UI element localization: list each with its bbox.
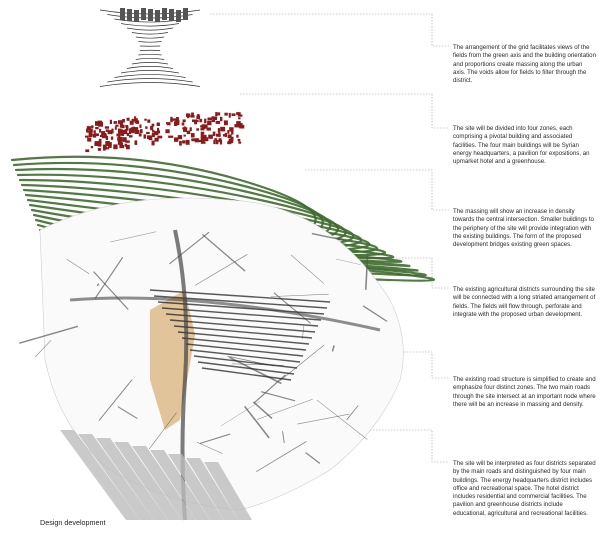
massing-block bbox=[157, 136, 162, 139]
annotation-grid: The arrangement of the grid facilitates views of the fields from the green axis and the building orientation and proportions create massing along the urban axis. The voids allow for fields to filter through the district. bbox=[453, 44, 596, 85]
massing-block bbox=[120, 125, 124, 128]
massing-block bbox=[93, 134, 97, 136]
massing-block bbox=[207, 121, 211, 125]
massing-block bbox=[212, 116, 214, 119]
massing-layer bbox=[85, 112, 244, 152]
massing-block bbox=[190, 127, 192, 131]
massing-block bbox=[182, 123, 185, 126]
massing-block bbox=[108, 130, 113, 134]
massing-block bbox=[98, 148, 101, 151]
grid-line bbox=[132, 62, 168, 64]
massing-block bbox=[229, 139, 233, 143]
massing-block bbox=[236, 135, 238, 138]
annotation-roads: The existing road structure is simplified to create and emphasize four distinct zones. The two main roads through the site intersect at an important node where there will be an increase in massing and density. bbox=[453, 376, 596, 408]
massing-block bbox=[129, 129, 131, 134]
massing-block bbox=[208, 118, 213, 121]
massing-block bbox=[183, 119, 186, 122]
massing-block bbox=[129, 135, 133, 137]
massing-block bbox=[179, 141, 182, 146]
massing-block bbox=[201, 132, 205, 135]
massing-block bbox=[118, 133, 120, 137]
massing-block bbox=[103, 146, 106, 150]
leader-line-3 bbox=[305, 170, 449, 210]
massing-block bbox=[134, 120, 138, 123]
massing-block bbox=[114, 121, 118, 124]
massing-block bbox=[130, 121, 134, 125]
massing-block bbox=[170, 119, 173, 123]
massing-block bbox=[125, 125, 128, 128]
massing-block bbox=[104, 133, 106, 137]
grid-line bbox=[136, 58, 164, 59]
grid-line bbox=[132, 33, 168, 35]
massing-block bbox=[115, 125, 118, 127]
massing-block bbox=[224, 113, 227, 116]
massing-block bbox=[140, 129, 143, 133]
grid-line bbox=[107, 78, 192, 82]
massing-block bbox=[105, 126, 109, 128]
massing-block bbox=[185, 141, 188, 144]
massing-block bbox=[119, 142, 122, 144]
leader-line-1 bbox=[210, 14, 449, 46]
massing-block bbox=[139, 124, 141, 128]
massing-block bbox=[144, 119, 147, 121]
massing-block bbox=[150, 126, 153, 130]
massing-block bbox=[146, 132, 150, 134]
grid-block bbox=[155, 10, 160, 22]
annotation-fields: The existing agricultural districts surrounding the site will be connected with a long striated arrangement of fields. The fields will flow through, perforate and integrate with the proposed urban development. bbox=[453, 286, 596, 318]
massing-block bbox=[229, 113, 231, 118]
massing-block bbox=[197, 114, 199, 119]
grid-line bbox=[121, 24, 179, 27]
grid-block bbox=[141, 8, 146, 20]
massing-block bbox=[134, 116, 136, 119]
massing-block bbox=[118, 129, 122, 134]
massing-block bbox=[99, 139, 102, 143]
massing-block bbox=[113, 144, 117, 149]
annotation-massing: The massing will show an increase in density towards the central intersection. Smaller buildings to the periphery of the site will provide integration with the existing buildings. The form of the proposed development bridges existing green spaces. bbox=[453, 208, 594, 249]
massing-block bbox=[107, 147, 109, 149]
massing-block bbox=[218, 112, 220, 115]
grid-line bbox=[121, 70, 179, 73]
massing-block bbox=[216, 121, 220, 124]
grid-line bbox=[138, 42, 161, 43]
massing-block bbox=[184, 135, 186, 137]
massing-block bbox=[98, 143, 102, 147]
massing-block bbox=[127, 118, 130, 121]
massing-block bbox=[94, 130, 96, 133]
massing-block bbox=[191, 133, 195, 137]
massing-block bbox=[224, 120, 228, 125]
massing-block bbox=[215, 112, 218, 116]
massing-block bbox=[152, 141, 155, 146]
grid-block bbox=[120, 8, 125, 20]
grid-block bbox=[176, 10, 181, 22]
annotation-zones: The site will be divided into four zones, each comprising a pivotal building and associated facilities. The four main buildings will be Syrian energy headquarters, a pavilion for expositions, an upmarket hotel and a greenhouse. bbox=[453, 125, 590, 166]
massing-block bbox=[231, 130, 233, 134]
massing-block bbox=[220, 127, 225, 132]
grid-layer bbox=[100, 8, 200, 87]
massing-block bbox=[108, 142, 111, 146]
massing-block bbox=[239, 125, 244, 129]
grid-line bbox=[114, 74, 185, 77]
grid-line bbox=[138, 54, 161, 55]
massing-block bbox=[133, 127, 138, 129]
massing-block bbox=[127, 133, 129, 136]
massing-block bbox=[197, 140, 200, 143]
massing-block bbox=[216, 134, 221, 137]
massing-block bbox=[152, 133, 155, 137]
massing-block bbox=[200, 140, 204, 142]
massing-block bbox=[182, 127, 187, 129]
grid-block bbox=[148, 9, 153, 21]
grid-line bbox=[127, 66, 173, 68]
massing-block bbox=[91, 146, 93, 148]
massing-block bbox=[165, 129, 169, 133]
massing-block bbox=[234, 124, 239, 127]
massing-block bbox=[144, 134, 147, 138]
massing-block bbox=[238, 117, 240, 119]
massing-block bbox=[87, 138, 91, 142]
massing-block bbox=[187, 131, 191, 135]
leader-line-6 bbox=[370, 430, 449, 462]
massing-block bbox=[191, 113, 194, 118]
massing-block bbox=[157, 123, 160, 127]
massing-block bbox=[202, 124, 205, 129]
massing-block bbox=[174, 137, 178, 141]
massing-block bbox=[186, 113, 190, 117]
massing-block bbox=[91, 125, 93, 128]
massing-block bbox=[175, 120, 179, 122]
grid-line bbox=[136, 37, 164, 38]
massing-block bbox=[119, 145, 124, 148]
figure-caption: Design development bbox=[40, 518, 106, 527]
massing-block bbox=[229, 127, 233, 130]
grid-block bbox=[169, 9, 174, 21]
leader-line-2 bbox=[240, 94, 449, 128]
grid-block bbox=[183, 8, 188, 20]
massing-block bbox=[238, 115, 243, 117]
massing-block bbox=[95, 127, 98, 129]
grid-line bbox=[127, 28, 173, 30]
massing-block bbox=[232, 113, 236, 116]
massing-block bbox=[95, 121, 99, 126]
massing-block bbox=[85, 149, 89, 152]
massing-block bbox=[191, 138, 195, 141]
massing-block bbox=[135, 140, 138, 145]
massing-block bbox=[122, 137, 126, 142]
massing-block bbox=[223, 134, 227, 136]
massing-block bbox=[178, 135, 182, 139]
massing-block bbox=[168, 136, 173, 138]
massing-block bbox=[86, 129, 88, 132]
massing-block bbox=[205, 137, 208, 141]
massing-block bbox=[166, 122, 170, 124]
massing-block bbox=[125, 144, 127, 147]
grid-block bbox=[162, 8, 167, 20]
massing-block bbox=[120, 122, 123, 125]
grid-line bbox=[100, 83, 200, 87]
massing-block bbox=[149, 135, 153, 140]
massing-block bbox=[157, 130, 160, 133]
grid-block bbox=[127, 9, 132, 21]
massing-block bbox=[216, 140, 219, 144]
massing-block bbox=[220, 140, 222, 145]
massing-block bbox=[145, 126, 147, 129]
massing-block bbox=[220, 117, 222, 121]
massing-block bbox=[213, 132, 216, 136]
massing-block bbox=[89, 129, 93, 133]
massing-block bbox=[115, 126, 117, 129]
massing-block bbox=[212, 120, 215, 123]
massing-block bbox=[147, 120, 150, 123]
massing-block bbox=[110, 120, 112, 124]
massing-block bbox=[238, 142, 241, 144]
massing-block bbox=[117, 138, 121, 140]
massing-block bbox=[238, 139, 241, 142]
massing-block bbox=[192, 120, 195, 123]
massing-block bbox=[227, 130, 229, 134]
massing-block bbox=[208, 135, 213, 139]
massing-block bbox=[99, 129, 101, 133]
massing-block bbox=[182, 140, 185, 143]
annotation-districts: The site will be interpreted as four districts separated by the main roads and distinguished by four main buildings. The energy headquarters district includes office and recreational space. The hotel district includes residential and commercial facilities. The pavilion and greenhouse districts include educational, agricultural and recreational facilities. bbox=[453, 460, 596, 517]
massing-block bbox=[196, 128, 199, 130]
massing-block bbox=[111, 137, 113, 140]
massing-block bbox=[204, 119, 206, 124]
massing-block bbox=[195, 120, 199, 122]
massing-block bbox=[213, 140, 215, 144]
massing-block bbox=[218, 128, 220, 132]
massing-block bbox=[85, 136, 88, 138]
grid-block bbox=[134, 10, 139, 22]
massing-block bbox=[199, 119, 202, 122]
